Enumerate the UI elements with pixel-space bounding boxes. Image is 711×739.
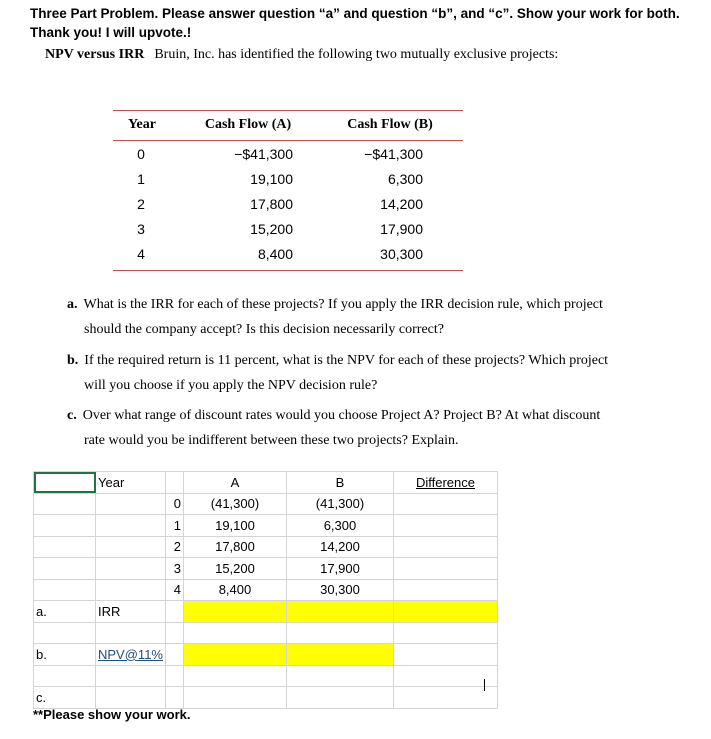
table-row bbox=[34, 558, 498, 580]
cell-b: 30,300 bbox=[380, 246, 423, 262]
sheet-b[interactable]: 6,300 bbox=[286, 515, 393, 537]
sheet-cell[interactable] bbox=[96, 687, 166, 709]
sheet-cell[interactable] bbox=[34, 536, 96, 558]
sheet-cell[interactable] bbox=[165, 665, 183, 687]
sheet-diff[interactable] bbox=[393, 493, 497, 515]
sheet-a[interactable]: 19,100 bbox=[183, 515, 286, 537]
sheet-b[interactable]: 14,200 bbox=[286, 536, 393, 558]
sheet-cell[interactable] bbox=[165, 601, 183, 623]
header-year: Year bbox=[128, 117, 156, 132]
irr-b-answer-cell[interactable] bbox=[286, 601, 393, 623]
sheet-cell[interactable] bbox=[96, 622, 166, 644]
question-b-line-1: If the required return is 11 percent, what is the NPV for each of these projects? Which project bbox=[84, 353, 609, 368]
npv-row bbox=[34, 644, 498, 666]
sheet-cell[interactable] bbox=[96, 515, 166, 537]
cell-year: 3 bbox=[137, 221, 145, 237]
sheet-cell[interactable] bbox=[96, 493, 166, 515]
sheet-diff[interactable] bbox=[393, 579, 497, 601]
sheet-a[interactable]: 15,200 bbox=[183, 558, 286, 580]
question-b bbox=[67, 348, 657, 398]
question-a-line-2: should the company accept? Is this decision necessarily correct? bbox=[84, 322, 444, 337]
header-cash-flow-a: Cash Flow (A) bbox=[204, 117, 292, 132]
cell-a: 17,800 bbox=[250, 196, 293, 212]
table-header bbox=[113, 110, 463, 141]
sheet-cell[interactable] bbox=[286, 622, 393, 644]
question-b-line-2: will you choose if you apply the NPV decision rule? bbox=[84, 378, 378, 393]
selected-cell[interactable] bbox=[34, 472, 96, 494]
sheet-a[interactable]: (41,300) bbox=[183, 493, 286, 515]
sheet-a[interactable]: 17,800 bbox=[183, 536, 286, 558]
intro-line-2: Thank you! I will upvote.! bbox=[30, 25, 192, 40]
sheet-cell[interactable] bbox=[393, 644, 497, 666]
blank-row bbox=[34, 622, 498, 644]
sheet-b[interactable]: 17,900 bbox=[286, 558, 393, 580]
sheet-cell[interactable] bbox=[393, 687, 497, 709]
npv-label[interactable]: NPV@11% bbox=[96, 644, 166, 666]
npv-b-answer-cell[interactable] bbox=[286, 644, 393, 666]
cell-a: 19,100 bbox=[250, 171, 293, 187]
sheet-year[interactable]: 2 bbox=[165, 536, 183, 558]
sheet-diff[interactable] bbox=[393, 558, 497, 580]
cell-year: 4 bbox=[137, 246, 145, 262]
cash-flow-table bbox=[113, 110, 463, 271]
sheet-header-row bbox=[34, 472, 498, 494]
question-a-label: a. bbox=[67, 297, 78, 312]
blank-row bbox=[34, 665, 498, 687]
table-row bbox=[113, 216, 463, 241]
sheet-cell[interactable] bbox=[34, 622, 96, 644]
cell-b: 6,300 bbox=[387, 171, 423, 187]
table-row bbox=[34, 536, 498, 558]
sheet-diff[interactable] bbox=[393, 536, 497, 558]
question-c bbox=[67, 403, 657, 453]
table-row bbox=[34, 579, 498, 601]
sheet-cell[interactable] bbox=[165, 687, 183, 709]
sheet-header-difference[interactable]: Difference bbox=[393, 472, 497, 494]
spreadsheet bbox=[33, 471, 498, 709]
sheet-diff[interactable] bbox=[393, 515, 497, 537]
table-row bbox=[34, 515, 498, 537]
sheet-cell[interactable] bbox=[165, 644, 183, 666]
irr-row bbox=[34, 601, 498, 623]
table-row bbox=[113, 191, 463, 216]
sheet-b[interactable]: (41,300) bbox=[286, 493, 393, 515]
table-row bbox=[113, 166, 463, 191]
question-c-label: c. bbox=[67, 408, 77, 423]
sheet-header-year[interactable]: Year bbox=[96, 472, 166, 494]
table-bottom-rule bbox=[113, 266, 463, 271]
sheet-cell[interactable] bbox=[183, 622, 286, 644]
sheet-cell[interactable] bbox=[34, 493, 96, 515]
sheet-cell[interactable] bbox=[286, 687, 393, 709]
cell-b: 17,900 bbox=[380, 221, 423, 237]
sheet-cell[interactable] bbox=[96, 558, 166, 580]
sheet-year[interactable]: 3 bbox=[165, 558, 183, 580]
header-cash-flow-b: Cash Flow (B) bbox=[347, 117, 433, 132]
sheet-cell[interactable] bbox=[96, 536, 166, 558]
question-b-label: b. bbox=[67, 353, 79, 368]
sheet-cell[interactable] bbox=[286, 665, 393, 687]
cell-b: 14,200 bbox=[380, 196, 423, 212]
sheet-cell[interactable] bbox=[393, 622, 497, 644]
sheet-cell[interactable] bbox=[34, 579, 96, 601]
sheet-header-a[interactable]: A bbox=[183, 472, 286, 494]
table-row bbox=[34, 493, 498, 515]
sheet-cell[interactable] bbox=[34, 515, 96, 537]
sheet-year[interactable]: 1 bbox=[165, 515, 183, 537]
cell-a: 15,200 bbox=[250, 221, 293, 237]
sheet-cell[interactable] bbox=[165, 472, 183, 494]
part-c-row bbox=[34, 687, 498, 709]
part-c-label[interactable]: c. bbox=[34, 687, 96, 709]
sheet-cell[interactable] bbox=[96, 579, 166, 601]
sheet-cell[interactable] bbox=[183, 665, 286, 687]
question-a bbox=[67, 292, 657, 342]
sheet-year[interactable]: 0 bbox=[165, 493, 183, 515]
sheet-cell[interactable] bbox=[34, 665, 96, 687]
sheet-year[interactable]: 4 bbox=[165, 579, 183, 601]
cell-year: 1 bbox=[137, 171, 145, 187]
sheet-cell[interactable] bbox=[96, 665, 166, 687]
cell-a: −$41,300 bbox=[234, 146, 293, 162]
sheet-cell[interactable] bbox=[34, 558, 96, 580]
cell-b: −$41,300 bbox=[364, 146, 423, 162]
sheet-cell[interactable] bbox=[183, 687, 286, 709]
sheet-header-b[interactable]: B bbox=[286, 472, 393, 494]
problem-statement bbox=[45, 47, 558, 63]
intro-line-1: Three Part Problem. Please answer question “a” and question “b”, and “c”. Show your work for both. bbox=[30, 6, 680, 21]
text-cursor bbox=[484, 679, 485, 691]
sheet-a[interactable]: 8,400 bbox=[183, 579, 286, 601]
irr-diff-answer-cell[interactable] bbox=[393, 601, 497, 623]
question-c-line-1: Over what range of discount rates would you choose Project A? Project B? At what discount bbox=[82, 408, 601, 423]
cell-year: 0 bbox=[137, 146, 145, 162]
part-a-label[interactable]: a. bbox=[34, 601, 96, 623]
cell-a: 8,400 bbox=[257, 246, 293, 262]
question-a-line-1: What is the IRR for each of these projects? If you apply the IRR decision rule, which project bbox=[83, 297, 603, 312]
irr-a-answer-cell[interactable] bbox=[183, 601, 286, 623]
problem-text: Bruin, Inc. has identified the following two mutually exclusive projects: bbox=[154, 47, 559, 62]
sheet-cell[interactable] bbox=[165, 622, 183, 644]
intro-text bbox=[30, 4, 680, 42]
part-b-label[interactable]: b. bbox=[34, 644, 96, 666]
sheet-cell[interactable] bbox=[393, 665, 497, 687]
problem-title: NPV versus IRR bbox=[45, 47, 145, 62]
cell-year: 2 bbox=[137, 196, 145, 212]
table-row bbox=[113, 141, 463, 166]
irr-label[interactable]: IRR bbox=[96, 601, 166, 623]
question-c-line-2: rate would you be indifferent between these two projects? Explain. bbox=[84, 433, 459, 448]
npv-a-answer-cell[interactable] bbox=[183, 644, 286, 666]
sheet-b[interactable]: 30,300 bbox=[286, 579, 393, 601]
table-row bbox=[113, 241, 463, 266]
footer-note: **Please show your work. bbox=[33, 707, 191, 722]
